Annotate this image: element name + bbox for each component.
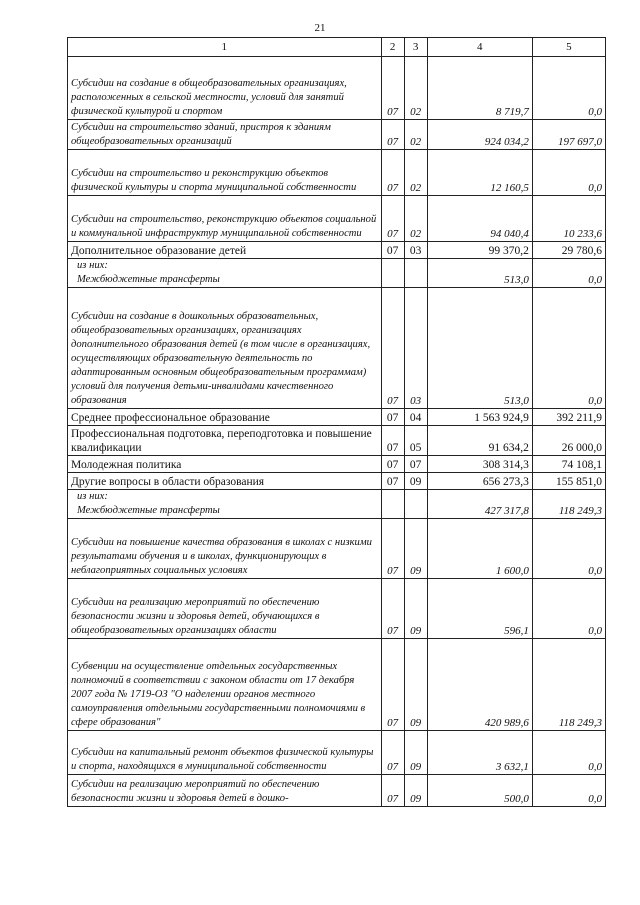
row-value-col4: 3 632,1 (427, 731, 532, 775)
row-section-code: 07 (381, 120, 404, 150)
row-value-col4: 513,0 (427, 259, 532, 288)
row-name: Межбюджетные трансферты (77, 505, 220, 516)
row-name: Межбюджетные трансферты (77, 274, 220, 285)
row-value-col5: 0,0 (532, 775, 605, 807)
row-value-col5: 29 780,6 (532, 242, 605, 259)
column-header-2: 2 (381, 38, 404, 57)
row-subsection-code: 03 (404, 242, 427, 259)
table-row (68, 57, 606, 120)
row-section-code: 07 (381, 57, 404, 120)
table-row (68, 150, 606, 196)
row-name-cell: Среднее профессиональное образование (68, 409, 382, 426)
row-value-col4: 596,1 (427, 579, 532, 639)
row-section-code (381, 490, 404, 519)
row-value-col5: 0,0 (532, 519, 605, 579)
row-section-code: 07 (381, 456, 404, 473)
row-value-col4: 1 600,0 (427, 519, 532, 579)
page-number: 21 (314, 22, 326, 34)
table-row (68, 196, 606, 242)
row-subsection-code: 02 (404, 150, 427, 196)
row-subsection-code: 05 (404, 426, 427, 456)
table-row (68, 456, 606, 473)
row-section-code: 07 (381, 196, 404, 242)
row-name-cell: Субсидии на реализацию мероприятий по обеспечению безопасности жизни и здоровья детей в дошко- (68, 775, 382, 807)
row-subsection-code: 03 (404, 288, 427, 409)
row-section-code: 07 (381, 775, 404, 807)
table-row (68, 426, 606, 456)
row-section-code: 07 (381, 519, 404, 579)
row-value-col4: 513,0 (427, 288, 532, 409)
row-section-code: 07 (381, 409, 404, 426)
row-name-cell: Субсидии на повышение качества образования в школах с низкими результатами обучения и в школах, функционирующих в неблагоприятных социальных условиях (68, 519, 382, 579)
row-value-col5: 74 108,1 (532, 456, 605, 473)
table-row (68, 579, 606, 639)
row-value-col4: 308 314,3 (427, 456, 532, 473)
row-name-cell (68, 259, 382, 288)
row-value-col5: 197 697,0 (532, 120, 605, 150)
row-subsection-code (404, 490, 427, 519)
row-subsection-code: 09 (404, 579, 427, 639)
row-value-col4: 94 040,4 (427, 196, 532, 242)
row-subsection-code (404, 259, 427, 288)
row-value-col5: 26 000,0 (532, 426, 605, 456)
table-row (68, 639, 606, 731)
row-section-code: 07 (381, 150, 404, 196)
row-name-cell: Субсидии на строительство, реконструкцию объектов социальной и коммунальной инфраструктур муниципальной собственности (68, 196, 382, 242)
row-value-col5: 0,0 (532, 57, 605, 120)
row-name-cell: Субвенции на осуществление отдельных государственных полномочий в соответствии с законом области от 17 декабря 2007 года № 1719-ОЗ "О наделении органов местного самоуправления отдельными государственными полномочиями в сфере образования" (68, 639, 382, 731)
budget-table (67, 37, 606, 807)
row-subsection-code: 02 (404, 57, 427, 120)
row-subsection-code: 09 (404, 775, 427, 807)
row-value-col5: 118 249,3 (532, 639, 605, 731)
row-subsection-code: 09 (404, 639, 427, 731)
row-section-code: 07 (381, 639, 404, 731)
row-section-code: 07 (381, 731, 404, 775)
table-row (68, 473, 606, 490)
column-header-1: 1 (68, 38, 382, 57)
row-name-cell: Субсидии на создание в общеобразовательных организациях, расположенных в сельской местности, условий для занятий физической культурой и спортом (68, 57, 382, 120)
row-name-cell (68, 490, 382, 519)
row-section-code (381, 259, 404, 288)
row-name-cell: Субсидии на строительство зданий, пристроя к зданиям общеобразовательных организаций (68, 120, 382, 150)
row-value-col4: 1 563 924,9 (427, 409, 532, 426)
row-value-col4: 656 273,3 (427, 473, 532, 490)
row-value-col4: 500,0 (427, 775, 532, 807)
table-row (68, 242, 606, 259)
row-subsection-code: 02 (404, 196, 427, 242)
row-value-col5: 0,0 (532, 150, 605, 196)
row-value-col5: 0,0 (532, 288, 605, 409)
row-value-col5: 0,0 (532, 259, 605, 288)
row-value-col4: 91 634,2 (427, 426, 532, 456)
row-subsection-code: 09 (404, 473, 427, 490)
row-value-col5: 118 249,3 (532, 490, 605, 519)
row-value-col4: 99 370,2 (427, 242, 532, 259)
row-name-cell: Другие вопросы в области образования (68, 473, 382, 490)
row-value-col5: 10 233,6 (532, 196, 605, 242)
row-name-cell: Дополнительное образование детей (68, 242, 382, 259)
table-row (68, 409, 606, 426)
row-value-col4: 427 317,8 (427, 490, 532, 519)
row-name-cell: Профессиональная подготовка, переподготовка и повышение квалификации (68, 426, 382, 456)
row-name-cell: Молодежная политика (68, 456, 382, 473)
row-value-col4: 12 160,5 (427, 150, 532, 196)
column-header-row (68, 38, 606, 57)
row-value-col4: 924 034,2 (427, 120, 532, 150)
table-row (68, 120, 606, 150)
row-section-code: 07 (381, 242, 404, 259)
row-value-col4: 420 989,6 (427, 639, 532, 731)
row-subsection-code: 07 (404, 456, 427, 473)
row-value-col5: 155 851,0 (532, 473, 605, 490)
row-value-col5: 0,0 (532, 579, 605, 639)
row-value-col5: 0,0 (532, 731, 605, 775)
row-sublabel: из них: (77, 260, 108, 271)
table-row (68, 259, 606, 288)
row-subsection-code: 09 (404, 519, 427, 579)
row-section-code: 07 (381, 426, 404, 456)
row-subsection-code: 04 (404, 409, 427, 426)
column-header-3: 3 (404, 38, 427, 57)
row-subsection-code: 09 (404, 731, 427, 775)
table-row (68, 519, 606, 579)
row-subsection-code: 02 (404, 120, 427, 150)
row-name-cell: Субсидии на создание в дошкольных образовательных, общеобразовательных организациях, организациях дополнительного образования детей (в том числе в организациях, осуществляющих образовательную деятельность по адаптированным основным общеобразовательным программам) условий для получения детьми-инвалидами качественного образования (68, 288, 382, 409)
row-section-code: 07 (381, 473, 404, 490)
row-sublabel: из них: (77, 491, 108, 502)
row-name-cell: Субсидии на капитальный ремонт объектов физической культуры и спорта, находящихся в муниципальной собственности (68, 731, 382, 775)
table-row (68, 288, 606, 409)
budget-table-body (68, 38, 606, 807)
row-value-col5: 392 211,9 (532, 409, 605, 426)
row-name-cell: Субсидии на реализацию мероприятий по обеспечению безопасности жизни и здоровья детей, обучающихся в общеобразовательных организациях области (68, 579, 382, 639)
row-name-cell: Субсидии на строительство и реконструкцию объектов физической культуры и спорта муниципальной собственности (68, 150, 382, 196)
row-value-col4: 8 719,7 (427, 57, 532, 120)
row-section-code: 07 (381, 288, 404, 409)
row-section-code: 07 (381, 579, 404, 639)
column-header-4: 4 (427, 38, 532, 57)
column-header-5: 5 (532, 38, 605, 57)
table-row (68, 731, 606, 775)
table-row (68, 490, 606, 519)
table-row (68, 775, 606, 807)
